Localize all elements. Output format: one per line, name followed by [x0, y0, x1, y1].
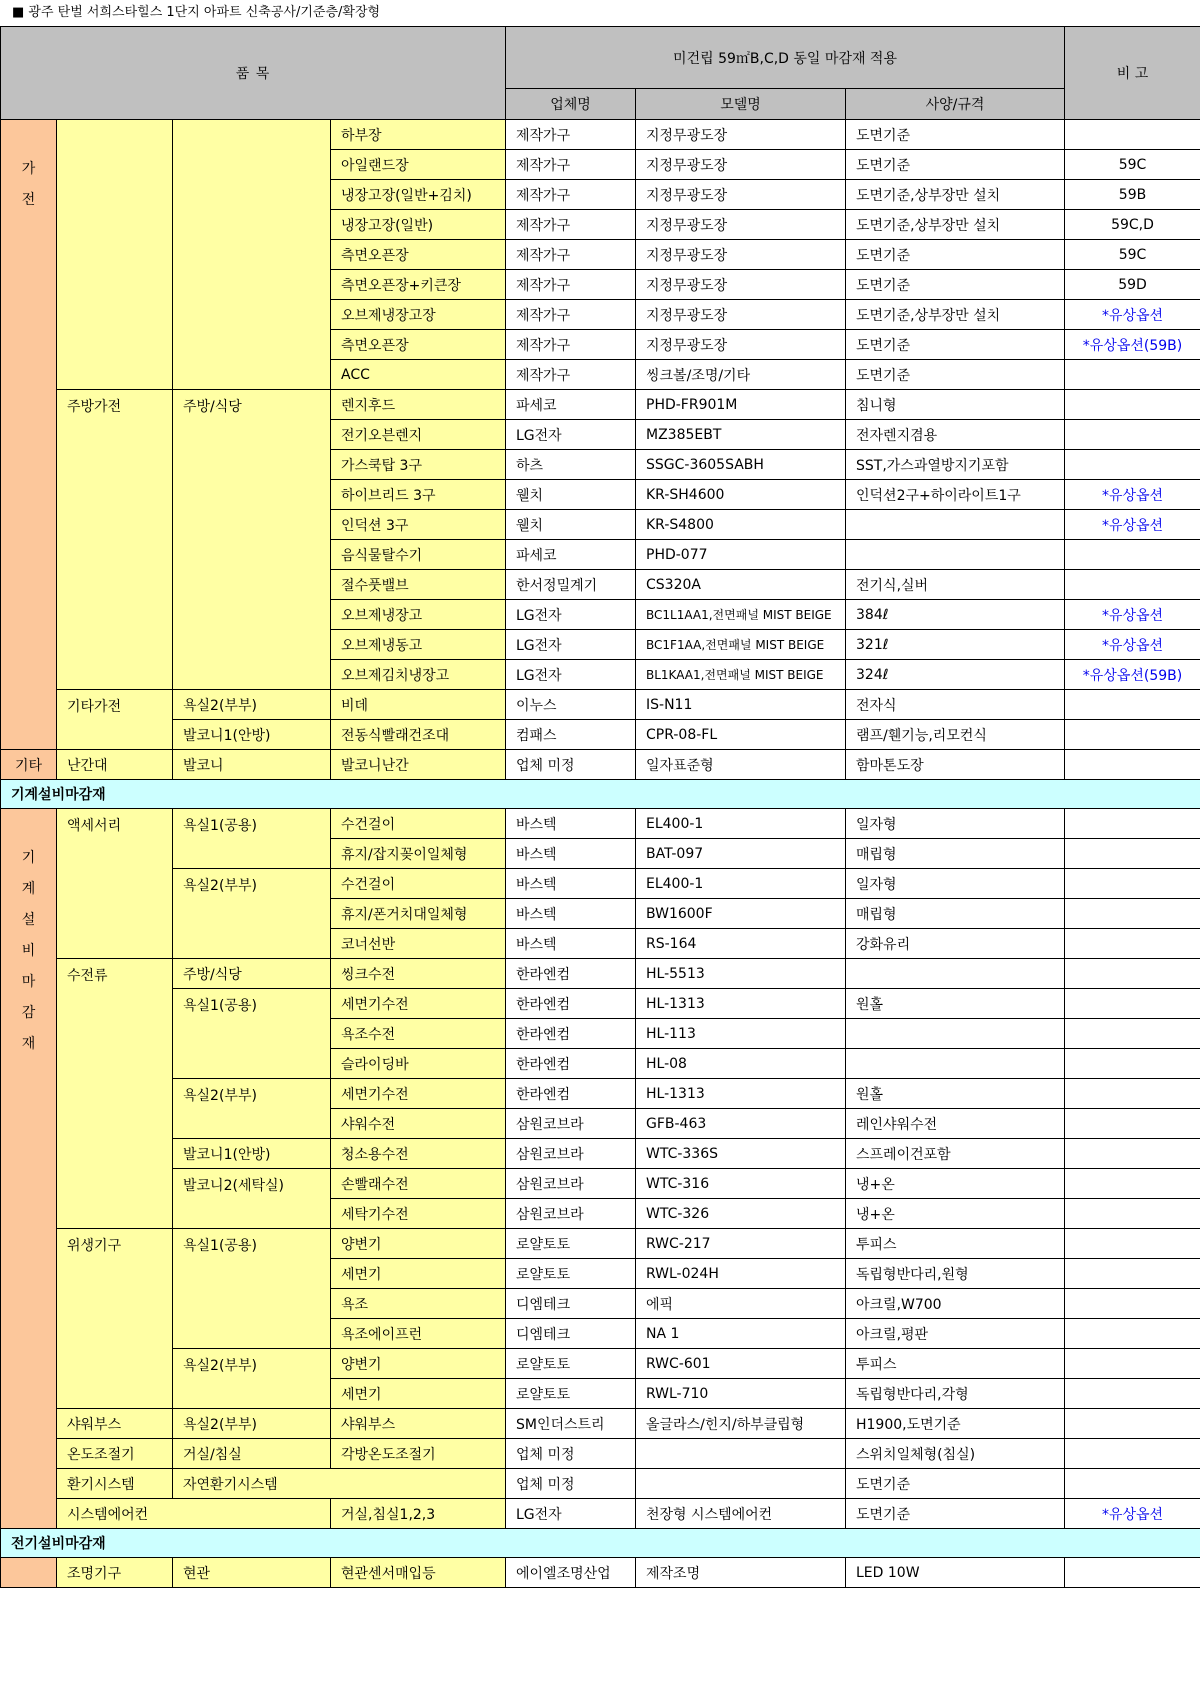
maker: 웰치 — [506, 480, 636, 510]
note — [1065, 929, 1200, 959]
model: RWL-024H — [636, 1259, 846, 1289]
note-paid-option: *유상옵션 — [1065, 600, 1200, 630]
item-name: 손빨래수전 — [331, 1169, 506, 1199]
maker: 한라엔컴 — [506, 959, 636, 989]
maker: 제작가구 — [506, 330, 636, 360]
spec: 도면기준,상부장만 설치 — [846, 180, 1065, 210]
note-paid-option: *유상옵션 — [1065, 630, 1200, 660]
note — [1065, 959, 1200, 989]
model: EL400-1 — [636, 869, 846, 899]
spec — [846, 959, 1065, 989]
spec: 전자식 — [846, 690, 1065, 720]
note — [1065, 1169, 1200, 1199]
item-name: 세면기 — [331, 1379, 506, 1409]
spec: 전기식,실버 — [846, 570, 1065, 600]
spec: 도면기준 — [846, 120, 1065, 150]
model — [636, 1469, 846, 1499]
spec: H1900,도면기준 — [846, 1409, 1065, 1439]
spec: 도면기준 — [846, 1499, 1065, 1529]
table-row — [1, 720, 1200, 750]
item-name: 슬라이딩바 — [331, 1049, 506, 1079]
note — [1065, 869, 1200, 899]
header-item: 품 목 — [1, 27, 506, 120]
maker: 삼원코브라 — [506, 1139, 636, 1169]
note-paid-option: *유상옵션 — [1065, 1499, 1200, 1529]
location-balcony: 발코니 — [173, 750, 331, 780]
note: 59D — [1065, 270, 1200, 300]
model: 제작조명 — [636, 1558, 846, 1588]
note — [1065, 1259, 1200, 1289]
maker: 제작가구 — [506, 120, 636, 150]
note — [1065, 390, 1200, 420]
spec: 투피스 — [846, 1349, 1065, 1379]
item-name: 절수풋밸브 — [331, 570, 506, 600]
item-name: 씽크수전 — [331, 959, 506, 989]
maker: 이누스 — [506, 690, 636, 720]
model: RWL-710 — [636, 1379, 846, 1409]
table-row — [1, 690, 1200, 720]
maker: 컴패스 — [506, 720, 636, 750]
model: WTC-316 — [636, 1169, 846, 1199]
spec — [846, 540, 1065, 570]
header-group: 미건립 59㎡B,C,D 동일 마감재 적용 — [506, 27, 1065, 89]
spec: 일자형 — [846, 869, 1065, 899]
model: 지정무광도장 — [636, 120, 846, 150]
spec: LED 10W — [846, 1558, 1065, 1588]
table-row — [1, 390, 1200, 420]
model: MZ385EBT — [636, 420, 846, 450]
maker: 로얄토토 — [506, 1349, 636, 1379]
note — [1065, 839, 1200, 869]
table-row — [1, 1139, 1200, 1169]
group-railing: 난간대 — [57, 750, 173, 780]
item-name: 오브제냉동고 — [331, 630, 506, 660]
location-kitchen: 주방/식당 — [173, 390, 331, 690]
maker: 파세코 — [506, 390, 636, 420]
spec: 침니형 — [846, 390, 1065, 420]
maker: 한라엔컴 — [506, 1049, 636, 1079]
spec: 전자렌지겸용 — [846, 420, 1065, 450]
model: BC1F1AA,전면패널 MIST BEIGE — [636, 630, 846, 660]
category-etc: 기타 — [1, 750, 57, 780]
location-balcony1: 발코니1(안방) — [173, 720, 331, 750]
model: HL-08 — [636, 1049, 846, 1079]
spec: 냉+온 — [846, 1169, 1065, 1199]
note — [1065, 1469, 1200, 1499]
note — [1065, 690, 1200, 720]
item-name: 휴지/잡지꽂이일체형 — [331, 839, 506, 869]
model: BW1600F — [636, 899, 846, 929]
maker: 업체 미정 — [506, 1469, 636, 1499]
maker: 로얄토토 — [506, 1259, 636, 1289]
item-name: 수건걸이 — [331, 869, 506, 899]
item-name: 욕조수전 — [331, 1019, 506, 1049]
group-shower: 샤워부스 — [57, 1409, 173, 1439]
table-row — [1, 869, 1200, 899]
item-name: 샤워수전 — [331, 1109, 506, 1139]
maker: LG전자 — [506, 630, 636, 660]
item-name: 가스쿡탑 3구 — [331, 450, 506, 480]
item-name: 욕조에이프런 — [331, 1319, 506, 1349]
item-name: 아일랜드장 — [331, 150, 506, 180]
category-mechanical: 기 계 설 비 마 감 재 — [1, 809, 57, 1529]
model: HL-5513 — [636, 959, 846, 989]
location-bath1: 욕실1(공용) — [173, 989, 331, 1079]
maker: 디엠테크 — [506, 1289, 636, 1319]
model: HL-1313 — [636, 1079, 846, 1109]
location-blank — [173, 120, 331, 390]
group-faucet: 수전류 — [57, 959, 173, 1229]
maker: 에이엘조명산업 — [506, 1558, 636, 1588]
model: 지정무광도장 — [636, 240, 846, 270]
location-bath2: 욕실2(부부) — [173, 1409, 331, 1439]
maker: SM인더스트리 — [506, 1409, 636, 1439]
table-row — [1, 1349, 1200, 1379]
note — [1065, 1229, 1200, 1259]
item-name: 음식물탈수기 — [331, 540, 506, 570]
maker: 로얄토토 — [506, 1379, 636, 1409]
item-name: 오브제냉장고장 — [331, 300, 506, 330]
table-row — [1, 959, 1200, 989]
group-other-appliance: 기타가전 — [57, 690, 173, 750]
spec: 독립형반다리,각형 — [846, 1379, 1065, 1409]
model: HL-113 — [636, 1019, 846, 1049]
spec: 램프/휀기능,리모컨식 — [846, 720, 1065, 750]
note — [1065, 1019, 1200, 1049]
category-appliance: 가 전 — [1, 120, 57, 750]
item-name: 욕조 — [331, 1289, 506, 1319]
model: 씽크볼/조명/기타 — [636, 360, 846, 390]
maker: 제작가구 — [506, 180, 636, 210]
note — [1065, 1379, 1200, 1409]
item-name: 발코니난간 — [331, 750, 506, 780]
note-paid-option: *유상옵션 — [1065, 510, 1200, 540]
maker: 웰치 — [506, 510, 636, 540]
spec: 일자형 — [846, 809, 1065, 839]
maker: 삼원코브라 — [506, 1199, 636, 1229]
note — [1065, 809, 1200, 839]
note — [1065, 1409, 1200, 1439]
item-name: 수건걸이 — [331, 809, 506, 839]
section-row-mechanical — [1, 780, 1200, 809]
note — [1065, 120, 1200, 150]
group-thermostat: 온도조절기 — [57, 1439, 173, 1469]
note: 59C — [1065, 240, 1200, 270]
table-row — [1, 1558, 1200, 1588]
note — [1065, 1109, 1200, 1139]
model: 일자표준형 — [636, 750, 846, 780]
model: 천장형 시스템에어컨 — [636, 1499, 846, 1529]
table-row — [1, 1439, 1200, 1469]
spec: 도면기준,상부장만 설치 — [846, 300, 1065, 330]
model: WTC-326 — [636, 1199, 846, 1229]
spec: 도면기준,상부장만 설치 — [846, 210, 1065, 240]
header-model: 모델명 — [636, 89, 846, 120]
item-name: 휴지/폰거치대일체형 — [331, 899, 506, 929]
note — [1065, 989, 1200, 1019]
item-name: 측면오픈장 — [331, 330, 506, 360]
maker: 업체 미정 — [506, 750, 636, 780]
item-name: 세면기수전 — [331, 1079, 506, 1109]
model: 지정무광도장 — [636, 150, 846, 180]
note — [1065, 1199, 1200, 1229]
group-sanitary: 위생기구 — [57, 1229, 173, 1409]
model: SSGC-3605SABH — [636, 450, 846, 480]
model: BL1KAA1,전면패널 MIST BEIGE — [636, 660, 846, 690]
maker: 삼원코브라 — [506, 1109, 636, 1139]
model: BC1L1AA1,전면패널 MIST BEIGE — [636, 600, 846, 630]
maker: 디엠테크 — [506, 1319, 636, 1349]
item-name: ACC — [331, 360, 506, 390]
location-balcony2: 발코니2(세탁실) — [173, 1169, 331, 1229]
spec: 원홀 — [846, 1079, 1065, 1109]
note — [1065, 420, 1200, 450]
model: PHD-FR901M — [636, 390, 846, 420]
table-row — [1, 809, 1200, 839]
spec — [846, 1019, 1065, 1049]
location-bath2: 욕실2(부부) — [173, 1079, 331, 1139]
item-name: 세면기 — [331, 1259, 506, 1289]
table-row — [1, 120, 1200, 150]
note — [1065, 899, 1200, 929]
note: 59B — [1065, 180, 1200, 210]
spec: 함마톤도장 — [846, 750, 1065, 780]
header-spec: 사양/규격 — [846, 89, 1065, 120]
location-entrance: 현관 — [173, 1558, 331, 1588]
spec: 냉+온 — [846, 1199, 1065, 1229]
spec: 아크릴,평판 — [846, 1319, 1065, 1349]
spec: 도면기준 — [846, 240, 1065, 270]
item-name: 세탁기수전 — [331, 1199, 506, 1229]
item-name: 전기오븐렌지 — [331, 420, 506, 450]
note — [1065, 1349, 1200, 1379]
maker: LG전자 — [506, 600, 636, 630]
maker: LG전자 — [506, 1499, 636, 1529]
model: BAT-097 — [636, 839, 846, 869]
item-name: 인덕션 3구 — [331, 510, 506, 540]
header-note: 비 고 — [1065, 27, 1200, 120]
model: RWC-601 — [636, 1349, 846, 1379]
spec: 도면기준 — [846, 270, 1065, 300]
note — [1065, 540, 1200, 570]
note — [1065, 1289, 1200, 1319]
maker: 파세코 — [506, 540, 636, 570]
maker: 바스텍 — [506, 869, 636, 899]
item-name: 양변기 — [331, 1349, 506, 1379]
note-paid-option: *유상옵션 — [1065, 300, 1200, 330]
category-electrical — [1, 1558, 57, 1588]
maker: 로얄토토 — [506, 1229, 636, 1259]
spec: 강화유리 — [846, 929, 1065, 959]
section-row-electrical — [1, 1529, 1200, 1558]
item-name: 하부장 — [331, 120, 506, 150]
spec: 도면기준 — [846, 360, 1065, 390]
spec: 324ℓ — [846, 660, 1065, 690]
finish-materials-table — [0, 26, 1200, 1588]
model: 에픽 — [636, 1289, 846, 1319]
maker: 제작가구 — [506, 360, 636, 390]
table-row — [1, 1469, 1200, 1499]
location-natural-vent: 자연환기시스템 — [173, 1469, 506, 1499]
spec: 스프레이건포함 — [846, 1139, 1065, 1169]
maker: 바스텍 — [506, 809, 636, 839]
table-row — [1, 1079, 1200, 1109]
note-paid-option: *유상옵션(59B) — [1065, 660, 1200, 690]
spec — [846, 1049, 1065, 1079]
maker: 바스텍 — [506, 839, 636, 869]
model: 지정무광도장 — [636, 270, 846, 300]
note — [1065, 1558, 1200, 1588]
spec: 도면기준 — [846, 1469, 1065, 1499]
note — [1065, 570, 1200, 600]
maker: 한라엔컴 — [506, 989, 636, 1019]
note — [1065, 360, 1200, 390]
table-row — [1, 989, 1200, 1019]
note-paid-option: *유상옵션(59B) — [1065, 330, 1200, 360]
spec: SST,가스과열방지기포함 — [846, 450, 1065, 480]
note — [1065, 750, 1200, 780]
model: GFB-463 — [636, 1109, 846, 1139]
spec: 독립형반다리,원형 — [846, 1259, 1065, 1289]
model: NA 1 — [636, 1319, 846, 1349]
group-aircon: 시스템에어컨 — [57, 1499, 331, 1529]
item-name: 하이브리드 3구 — [331, 480, 506, 510]
maker: 한라엔컴 — [506, 1079, 636, 1109]
document-title: ■ 광주 탄벌 서희스타힐스 1단지 아파트 신축공사/기준층/확장형 — [12, 5, 381, 20]
item-name: 현관센서매입등 — [331, 1558, 506, 1588]
maker: 제작가구 — [506, 300, 636, 330]
model: 지정무광도장 — [636, 210, 846, 240]
location-bath2: 욕실2(부부) — [173, 1349, 331, 1409]
item-name: 세면기수전 — [331, 989, 506, 1019]
location-kitchen: 주방/식당 — [173, 959, 331, 989]
item-name: 청소용수전 — [331, 1139, 506, 1169]
maker: 제작가구 — [506, 150, 636, 180]
item-name: 냉장고장(일반) — [331, 210, 506, 240]
maker: LG전자 — [506, 660, 636, 690]
note — [1065, 1079, 1200, 1109]
maker: 삼원코브라 — [506, 1169, 636, 1199]
spec: 도면기준 — [846, 330, 1065, 360]
item-name: 냉장고장(일반+김치) — [331, 180, 506, 210]
model: CS320A — [636, 570, 846, 600]
table-row — [1, 1409, 1200, 1439]
maker: 한서정밀계기 — [506, 570, 636, 600]
model: PHD-077 — [636, 540, 846, 570]
note: 59C,D — [1065, 210, 1200, 240]
note — [1065, 1049, 1200, 1079]
model: 지정무광도장 — [636, 330, 846, 360]
model: CPR-08-FL — [636, 720, 846, 750]
model: RS-164 — [636, 929, 846, 959]
spec: 레인샤워수전 — [846, 1109, 1065, 1139]
item-name: 측면오픈장 — [331, 240, 506, 270]
model: IS-N11 — [636, 690, 846, 720]
spec: 321ℓ — [846, 630, 1065, 660]
maker: 하츠 — [506, 450, 636, 480]
spec: 도면기준 — [846, 150, 1065, 180]
maker: 바스텍 — [506, 899, 636, 929]
note — [1065, 1139, 1200, 1169]
model — [636, 1439, 846, 1469]
item-name: 전동식빨래건조대 — [331, 720, 506, 750]
model: EL400-1 — [636, 809, 846, 839]
maker: 업체 미정 — [506, 1439, 636, 1469]
spec: 인덕션2구+하이라이트1구 — [846, 480, 1065, 510]
model: KR-S4800 — [636, 510, 846, 540]
header-maker: 업체명 — [506, 89, 636, 120]
table-row — [1, 750, 1200, 780]
maker: LG전자 — [506, 420, 636, 450]
maker: 제작가구 — [506, 240, 636, 270]
section-mechanical: 기계설비마감재 — [1, 780, 1200, 809]
note — [1065, 720, 1200, 750]
spec: 스위치일체형(침실) — [846, 1439, 1065, 1469]
maker: 바스텍 — [506, 929, 636, 959]
note — [1065, 450, 1200, 480]
note — [1065, 1439, 1200, 1469]
item-name: 거실,침실1,2,3 — [331, 1499, 506, 1529]
item-name: 비데 — [331, 690, 506, 720]
item-name: 오브제냉장고 — [331, 600, 506, 630]
model: WTC-336S — [636, 1139, 846, 1169]
model: 지정무광도장 — [636, 180, 846, 210]
table-row — [1, 1169, 1200, 1199]
item-name: 양변기 — [331, 1229, 506, 1259]
group-ventilation: 환기시스템 — [57, 1469, 173, 1499]
spec: 매립형 — [846, 839, 1065, 869]
spec: 투피스 — [846, 1229, 1065, 1259]
model: RWC-217 — [636, 1229, 846, 1259]
note — [1065, 1319, 1200, 1349]
item-name: 샤워부스 — [331, 1409, 506, 1439]
model: HL-1313 — [636, 989, 846, 1019]
model: KR-SH4600 — [636, 480, 846, 510]
group-accessory: 액세서리 — [57, 809, 173, 959]
item-name: 코너선반 — [331, 929, 506, 959]
note-paid-option: *유상옵션 — [1065, 480, 1200, 510]
table-row — [1, 1229, 1200, 1259]
item-name: 렌지후드 — [331, 390, 506, 420]
maker: 제작가구 — [506, 270, 636, 300]
spec — [846, 510, 1065, 540]
location-bath1: 욕실1(공용) — [173, 809, 331, 869]
model: 지정무광도장 — [636, 300, 846, 330]
note: 59C — [1065, 150, 1200, 180]
section-electrical: 전기설비마감재 — [1, 1529, 1200, 1558]
group-kitchen-appliance: 주방가전 — [57, 390, 173, 690]
spec: 매립형 — [846, 899, 1065, 929]
maker: 한라엔컴 — [506, 1019, 636, 1049]
location-living: 거실/침실 — [173, 1439, 331, 1469]
location-balcony1: 발코니1(안방) — [173, 1139, 331, 1169]
location-bath2: 욕실2(부부) — [173, 690, 331, 720]
spec: 384ℓ — [846, 600, 1065, 630]
model: 올글라스/힌지/하부클립형 — [636, 1409, 846, 1439]
maker: 제작가구 — [506, 210, 636, 240]
location-bath2: 욕실2(부부) — [173, 869, 331, 959]
group-blank — [57, 120, 173, 390]
location-bath1: 욕실1(공용) — [173, 1229, 331, 1349]
item-name: 오브제김치냉장고 — [331, 660, 506, 690]
spec: 아크릴,W700 — [846, 1289, 1065, 1319]
group-lighting: 조명기구 — [57, 1558, 173, 1588]
item-name: 측면오픈장+키큰장 — [331, 270, 506, 300]
table-row — [1, 1499, 1200, 1529]
item-name: 각방온도조절기 — [331, 1439, 506, 1469]
spec: 원홀 — [846, 989, 1065, 1019]
